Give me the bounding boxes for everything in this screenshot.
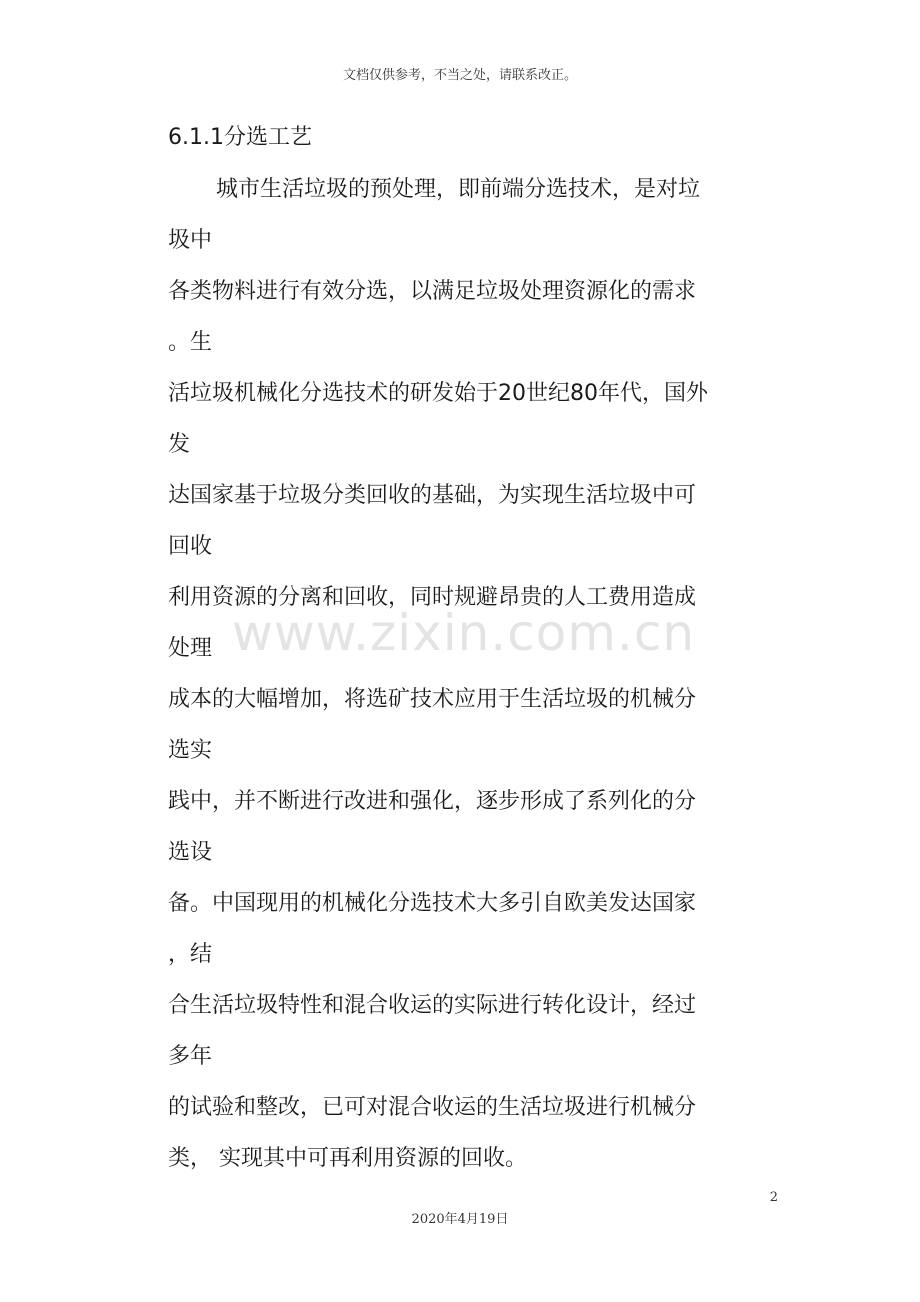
paragraph-line: 活垃圾机械化分选技术的研发始于20世纪80年代，国外 [168, 381, 708, 406]
header-disclaimer: 文档仅供参考，不当之处，请联系改正。 [342, 68, 577, 83]
paragraph-line: 成本的大幅增加，将选矿技术应用于生活垃圾的机械分 [168, 687, 697, 712]
paragraph-line: 合生活垃圾特性和混合收运的实际进行转化设计，经过 [168, 993, 697, 1018]
paragraph-line: 践中，并不断进行改进和强化，逐步形成了系列化的分 [168, 789, 697, 814]
paragraph-line: 发 [168, 432, 191, 457]
watermark: www.zixin.com.cn [232, 604, 696, 662]
footer-date: 2020年4月19日 [411, 1212, 509, 1227]
paragraph-line: 各类物料进行有效分选，以满足垃圾处理资源化的需求 [168, 279, 697, 304]
paragraph-line: ，结 [168, 942, 213, 967]
paragraph-line: 。生 [168, 330, 213, 355]
paragraph-line: 圾中 [168, 228, 213, 253]
paragraph-line: 处理 [168, 636, 213, 661]
paragraph-line: 类， 实现其中可再利用资源的回收。 [168, 1146, 527, 1171]
section-heading: 6.1.1分选工艺 [168, 125, 312, 150]
paragraph-line: 多年 [168, 1044, 213, 1069]
paragraph-line: 选实 [168, 738, 213, 763]
paragraph-line: 备。中国现用的机械化分选技术大多引自欧美发达国家 [168, 891, 697, 916]
paragraph-line: 达国家基于垃圾分类回收的基础，为实现生活垃圾中可 [168, 483, 697, 508]
paragraph-line: 利用资源的分离和回收，同时规避昂贵的人工费用造成 [168, 585, 697, 610]
paragraph-line: 选设 [168, 840, 213, 865]
page-number: 2 [769, 1190, 778, 1205]
paragraph-line: 城市生活垃圾的预处理，即前端分选技术，是对垃 [216, 177, 701, 202]
paragraph-line: 的试验和整改，已可对混合收运的生活垃圾进行机械分 [168, 1095, 697, 1120]
paragraph-line: 回收 [168, 534, 213, 559]
body-paragraph [168, 173, 758, 1193]
